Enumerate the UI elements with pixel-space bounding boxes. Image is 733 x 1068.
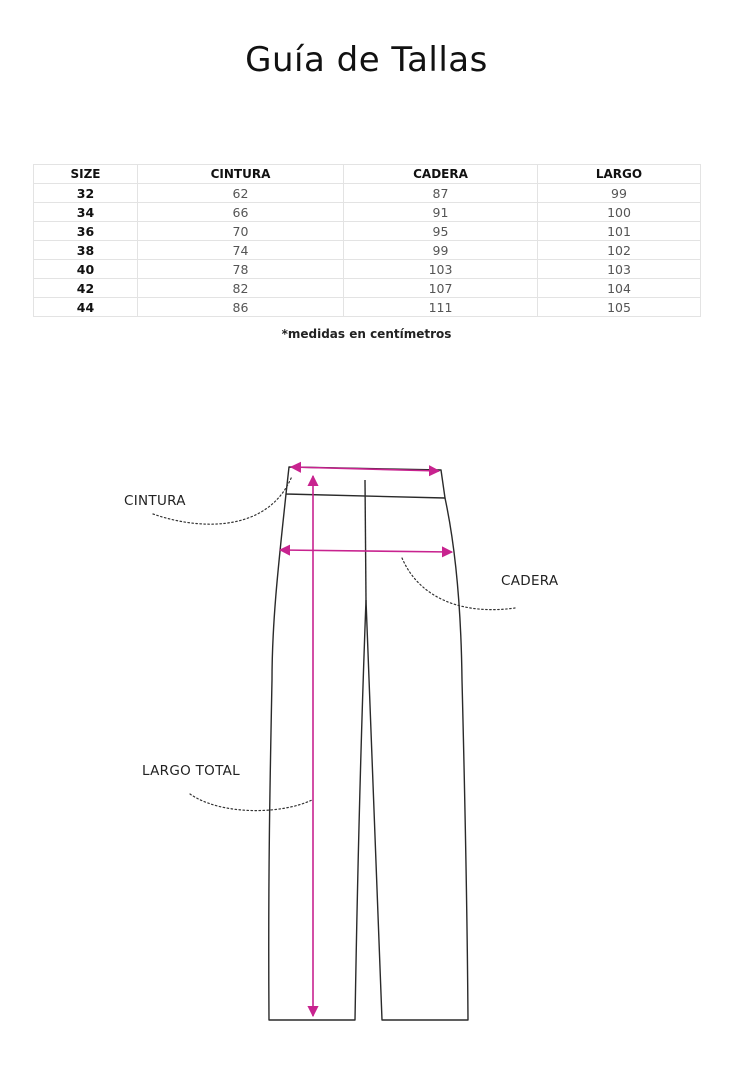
cell-cadera: 99 — [344, 241, 538, 260]
cell-cadera: 87 — [344, 184, 538, 203]
cell-cintura: 78 — [138, 260, 344, 279]
cell-cintura: 70 — [138, 222, 344, 241]
cell-cadera: 95 — [344, 222, 538, 241]
label-largo-total: LARGO TOTAL — [142, 763, 240, 779]
cell-cintura: 66 — [138, 203, 344, 222]
cell-cadera: 91 — [344, 203, 538, 222]
cell-largo: 101 — [538, 222, 701, 241]
header-size: SIZE — [34, 165, 138, 184]
cell-largo: 103 — [538, 260, 701, 279]
left-leg — [269, 494, 366, 1020]
cell-cintura: 86 — [138, 298, 344, 317]
cell-largo: 105 — [538, 298, 701, 317]
cell-cadera: 111 — [344, 298, 538, 317]
cell-size: 44 — [34, 298, 138, 317]
label-cadera: CADERA — [501, 573, 559, 589]
cell-largo: 102 — [538, 241, 701, 260]
cell-size: 38 — [34, 241, 138, 260]
header-cintura: CINTURA — [138, 165, 344, 184]
cadera-measure-arrow — [280, 550, 452, 552]
header-largo: LARGO — [538, 165, 701, 184]
header-cadera: CADERA — [344, 165, 538, 184]
cell-largo: 99 — [538, 184, 701, 203]
cell-size: 36 — [34, 222, 138, 241]
cell-cintura: 62 — [138, 184, 344, 203]
cell-largo: 100 — [538, 203, 701, 222]
cell-size: 42 — [34, 279, 138, 298]
cell-cadera: 103 — [344, 260, 538, 279]
center-seam — [365, 480, 366, 600]
right-leg — [366, 498, 468, 1020]
measurement-note: *medidas en centímetros — [281, 327, 452, 341]
cell-cintura: 82 — [138, 279, 344, 298]
cell-size: 34 — [34, 203, 138, 222]
cell-cintura: 74 — [138, 241, 344, 260]
cell-size: 32 — [34, 184, 138, 203]
label-cintura: CINTURA — [124, 493, 186, 509]
cell-cadera: 107 — [344, 279, 538, 298]
largo-leader — [190, 794, 312, 811]
page-title: Guía de Tallas — [245, 40, 488, 80]
cell-size: 40 — [34, 260, 138, 279]
cell-largo: 104 — [538, 279, 701, 298]
